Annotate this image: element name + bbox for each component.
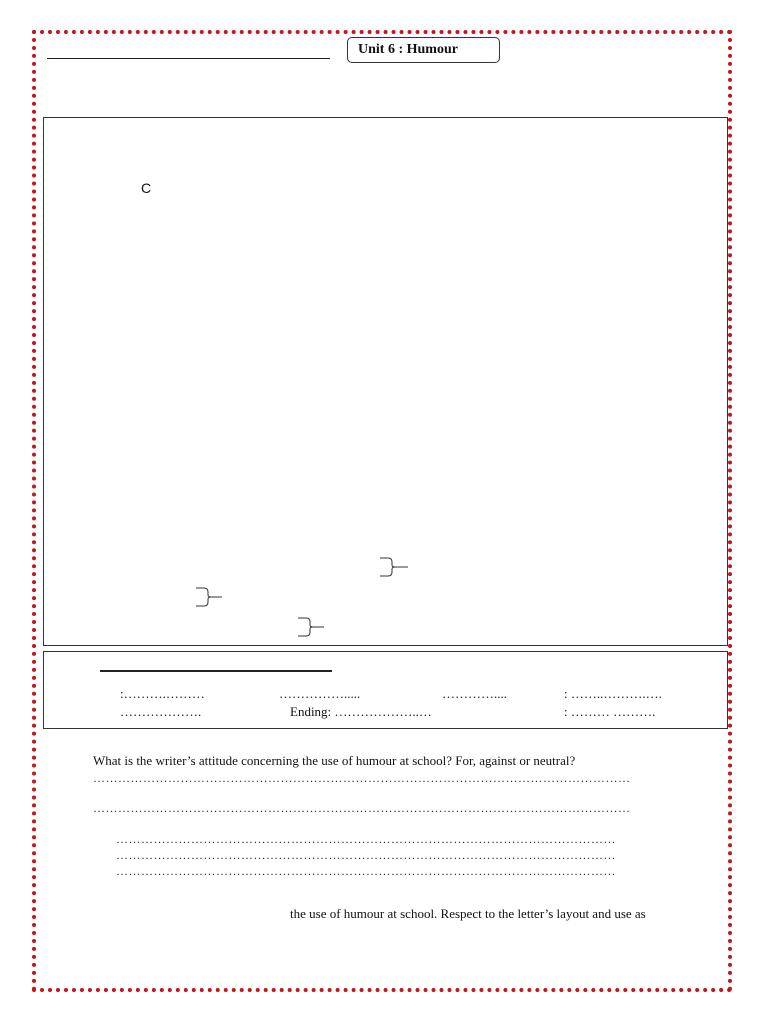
question-text: What is the writer’s attitude concerning the use of humour at school? For, against or neutral?: [93, 753, 576, 768]
bracket-icon: [296, 616, 326, 638]
bracket-icon: [378, 556, 408, 578]
table-cell: : ……..……….….: [564, 686, 662, 701]
answer-line[interactable]: …………………………………………………………………………………………………………: [116, 832, 616, 846]
bracket-icon: [194, 586, 224, 608]
grid-heading-line: [100, 670, 332, 672]
table-cell: :……….………: [120, 686, 205, 701]
table-cell: ……………….: [120, 704, 202, 719]
writing-prompt: the use of humour at school. Respect to the letter’s layout and use as: [290, 906, 646, 921]
answer-line[interactable]: …………………………………………………………………………………………………………: [116, 848, 616, 862]
table-cell: …………....: [442, 686, 507, 701]
table-cell: …………….....: [279, 686, 361, 701]
table-cell: : ……… ……….: [564, 704, 656, 719]
answer-line[interactable]: …………………………………………………………………………………………………………………: [93, 801, 631, 815]
unit-title: Unit 6 : Humour: [347, 37, 500, 63]
table-cell: Ending: ………………..…: [290, 704, 432, 719]
answer-line[interactable]: …………………………………………………………………………………………………………: [116, 864, 616, 878]
drop-cap: C: [141, 180, 152, 196]
answer-line[interactable]: …………………………………………………………………………………………………………………: [93, 771, 631, 785]
name-line: [47, 58, 330, 59]
